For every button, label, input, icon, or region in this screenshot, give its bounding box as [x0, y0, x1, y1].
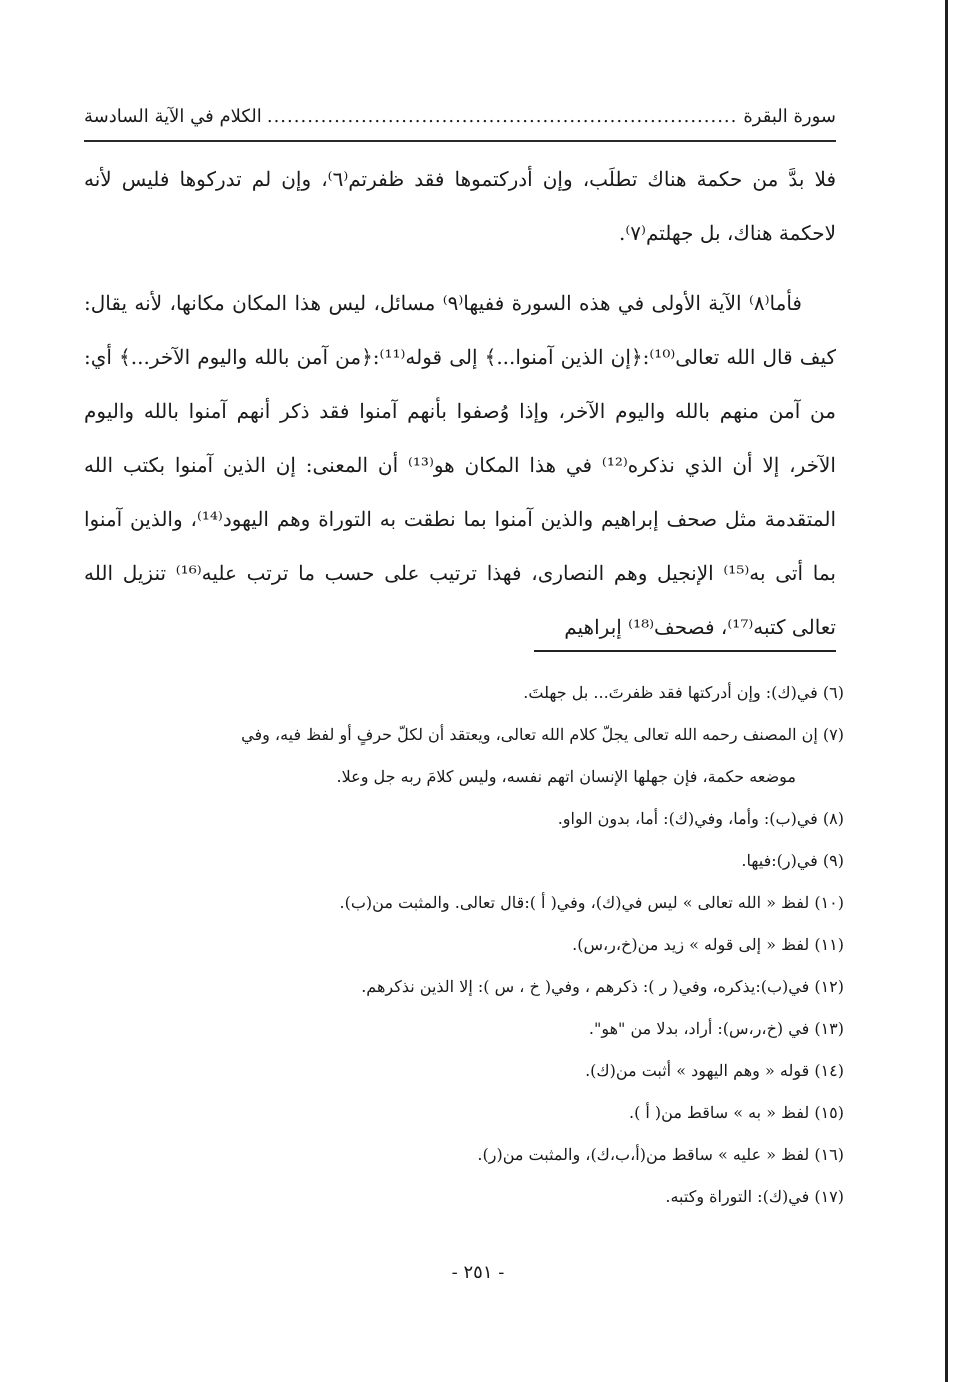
main-text	[84, 152, 836, 654]
header-section: الكلام في الآية السادسة	[84, 105, 262, 127]
footnote-17: (١٧) في(ك): التوراة وكتبه.	[665, 1187, 844, 1206]
footnote-13: (١٣) في (خ،ر،س): أراد، بدلا من "هو".	[588, 1019, 844, 1038]
footnote-10: (١٠) لفظ « الله تعالى » ليس في(ك)، وفي( أ ):قال تعالى. والمثبت من(ب).	[339, 893, 844, 912]
paragraph-1: فلا بدَّ من حكمة هناك تطلَب، وإن أدركتموها فقد ظفرتم⁽٦⁾، وإن لم تدركوها فليس لأنه لاحكمة هناك، بل جهلتم⁽٧⁾.	[84, 167, 837, 245]
footnote-12: (١٢) في(ب):يذكره، وفي( ر ): ذكرهم ، وفي( خ ، س ): إلا الذين نذكرهم.	[361, 977, 844, 996]
scan-edge	[945, 0, 948, 1382]
footnote-7: (٧) إن المصنف رحمه الله تعالى يجلّ كلام الله تعالى، ويعتقد أن لكلّ حرفٍ أو لفظ فيه، وفي	[241, 725, 844, 744]
footnote-11: (١١) لفظ « إلى قوله » زيد من(خ،ر،س).	[572, 935, 844, 954]
footnote-6: (٦) في(ك): وإن أدركتها فقد ظفرتَ... بل جهلتَ.	[523, 683, 844, 702]
footnote-7-continued: موضعه حكمة، فإن جهلها الإنسان اتهم نفسه، وليس كلامَ ربه جل وعلا.	[336, 767, 796, 786]
footnote-16: (١٦) لفظ « عليه » ساقط من(أ،ب،ك)، والمثبت من(ر).	[477, 1145, 844, 1164]
footnote-separator	[534, 650, 836, 652]
footnote-9: (٩) في(ر):فيها.	[741, 851, 844, 870]
footnote-8: (٨) في(ب): وأما، وفي(ك): أما، بدون الواو.	[557, 809, 844, 828]
footnote-14: (١٤) قوله « وهم اليهود » أثبت من(ك).	[585, 1061, 844, 1080]
running-header	[84, 96, 836, 142]
footnote-15: (١٥) لفظ « به » ساقط من( أ ).	[628, 1103, 844, 1122]
page-number: - ٢٥١ -	[451, 1262, 505, 1283]
paragraph-2: فأما⁽٨⁾ الآية الأولى في هذه السورة ففيها⁽٩⁾ مسائل، ليس هذا المكان مكانها، لأنه يقال: كيف قال الله تعالى⁽¹⁰⁾:﴿إن الذين آمنوا...﴾ إلى قوله⁽¹¹⁾:﴿من آمن بالله واليوم الآخر...﴾ أي: من آمن منهم بالله واليوم الآخر، وإذا وُصفوا بأنهم آمنوا فقد ذكر أنهم آمنوا بالله واليوم الآخر، إلا أن الذي نذكره⁽¹²⁾ في هذا المكان هو⁽¹³⁾ أن المعنى: إن الذين آمنوا بكتب الله المتقدمة مثل صحف إبراهيم والذين آمنوا بما نطقت به التوراة وهم اليهود⁽¹⁴⁾، والذين آمنوا بما أتى به⁽¹⁵⁾ الإنجيل وهم النصارى، فهذا ترتيب على حسب ما ترتب عليه⁽¹⁶⁾ تنزيل الله تعالى كتبه⁽¹⁷⁾، فصحف⁽¹⁸⁾ إبراهيم	[84, 291, 837, 639]
header-surah: سورة البقرة	[743, 105, 836, 127]
footnotes-list	[84, 672, 844, 1218]
header-dot-leader	[268, 106, 738, 127]
